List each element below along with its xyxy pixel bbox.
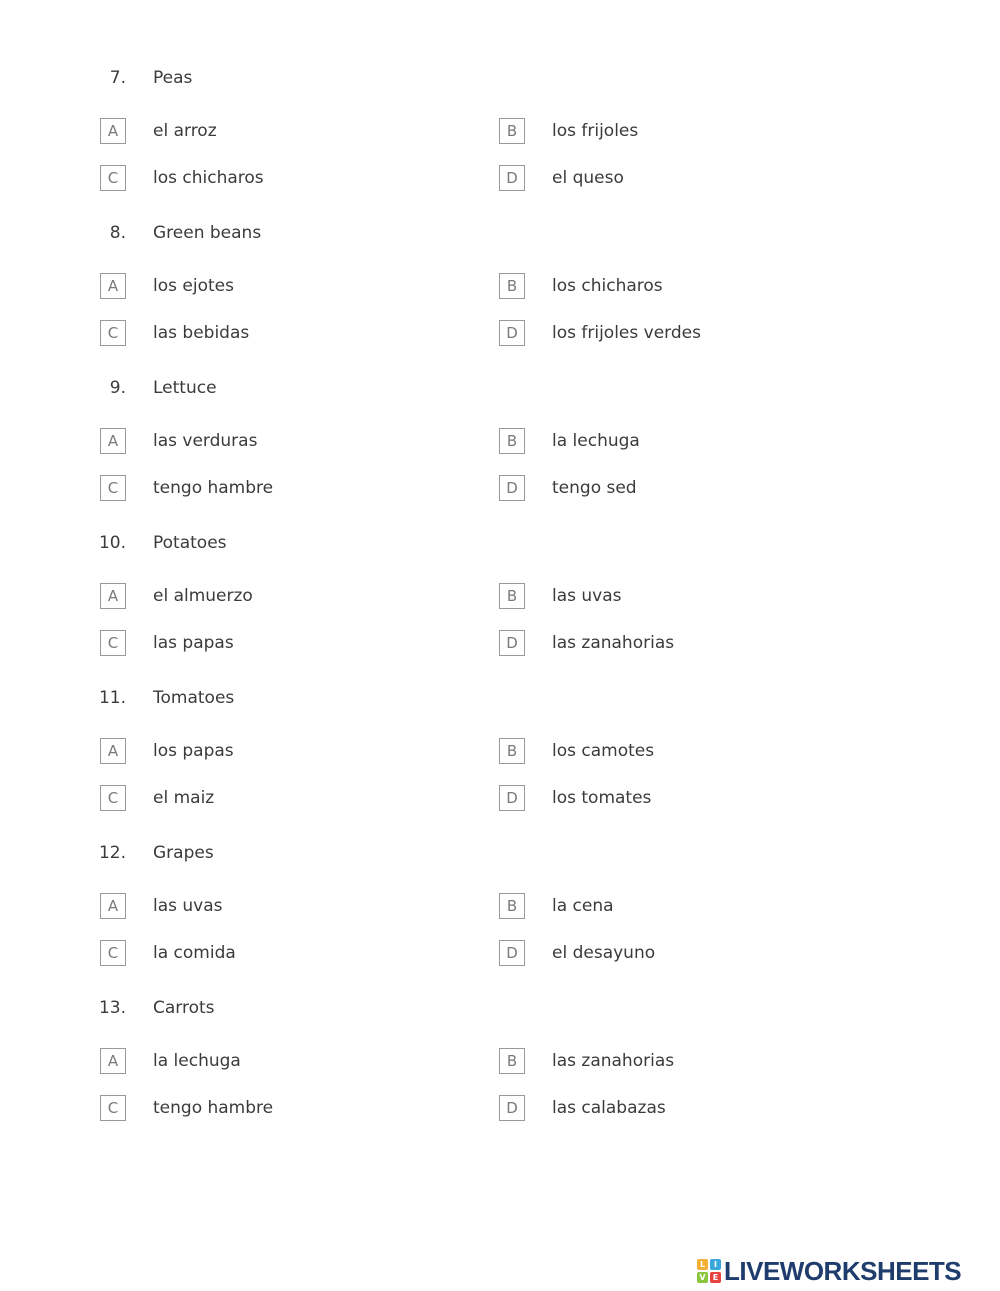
answer-option-d[interactable] xyxy=(499,785,879,813)
question-7 xyxy=(0,68,1000,228)
answer-option-d[interactable] xyxy=(499,630,879,658)
answer-option-b[interactable] xyxy=(499,583,879,611)
answer-option-c[interactable] xyxy=(100,165,480,193)
option-letter-box[interactable]: C xyxy=(100,630,126,656)
option-text: las calabazas xyxy=(552,1098,666,1118)
option-text: la cena xyxy=(552,896,614,916)
option-text: el maiz xyxy=(153,788,215,808)
question-13 xyxy=(0,998,1000,1158)
answer-option-a[interactable] xyxy=(100,583,480,611)
answer-option-a[interactable] xyxy=(100,1048,480,1076)
question-number: 7. xyxy=(109,68,126,88)
option-text: tengo hambre xyxy=(153,478,274,498)
answer-option-a[interactable] xyxy=(100,738,480,766)
option-text: las papas xyxy=(153,633,234,653)
option-letter-box[interactable]: B xyxy=(499,118,525,144)
question-prompt: Potatoes xyxy=(153,533,227,553)
option-text: las zanahorias xyxy=(552,633,675,653)
option-text: los tomates xyxy=(552,788,652,808)
option-text: los papas xyxy=(153,741,234,761)
option-letter-box[interactable]: D xyxy=(499,630,525,656)
question-number: 10. xyxy=(98,533,126,553)
option-letter-box[interactable]: B xyxy=(499,273,525,299)
option-text: la comida xyxy=(153,943,236,963)
answer-option-d[interactable] xyxy=(499,320,879,348)
option-letter-box[interactable]: B xyxy=(499,1048,525,1074)
option-text: las bebidas xyxy=(153,323,250,343)
option-letter-box[interactable]: A xyxy=(100,273,126,299)
question-11 xyxy=(0,688,1000,848)
option-letter-box[interactable]: A xyxy=(100,428,126,454)
liveworksheets-logo[interactable] xyxy=(697,1257,995,1285)
liveworksheets-logo-icon: L I V E xyxy=(697,1259,721,1283)
option-text: los chicharos xyxy=(153,168,264,188)
answer-option-b[interactable] xyxy=(499,273,879,301)
option-text: las verduras xyxy=(153,431,258,451)
question-number: 12. xyxy=(98,843,126,863)
question-number: 9. xyxy=(109,378,126,398)
option-text: los ejotes xyxy=(153,276,234,296)
answer-option-c[interactable] xyxy=(100,1095,480,1123)
option-letter-box[interactable]: A xyxy=(100,583,126,609)
option-letter-box[interactable]: A xyxy=(100,893,126,919)
option-letter-box[interactable]: A xyxy=(100,118,126,144)
answer-option-a[interactable] xyxy=(100,428,480,456)
question-10 xyxy=(0,533,1000,693)
option-letter-box[interactable]: D xyxy=(499,1095,525,1121)
option-letter-box[interactable]: D xyxy=(499,940,525,966)
answer-option-a[interactable] xyxy=(100,118,480,146)
option-text: el desayuno xyxy=(552,943,656,963)
option-letter-box[interactable]: D xyxy=(499,785,525,811)
question-prompt: Carrots xyxy=(153,998,215,1018)
answer-option-c[interactable] xyxy=(100,940,480,968)
option-text: el queso xyxy=(552,168,624,188)
answer-option-d[interactable] xyxy=(499,475,879,503)
question-number: 8. xyxy=(109,223,126,243)
option-text: las uvas xyxy=(552,586,622,606)
question-number: 11. xyxy=(98,688,126,708)
option-text: los camotes xyxy=(552,741,655,761)
answer-option-c[interactable] xyxy=(100,475,480,503)
answer-option-b[interactable] xyxy=(499,893,879,921)
question-prompt: Peas xyxy=(153,68,193,88)
option-letter-box[interactable]: B xyxy=(499,738,525,764)
liveworksheets-logo-text: LIVEWORKSHEETS xyxy=(724,1256,962,1286)
answer-option-d[interactable] xyxy=(499,165,879,193)
option-text: el arroz xyxy=(153,121,217,141)
question-8 xyxy=(0,223,1000,383)
option-text: la lechuga xyxy=(552,431,640,451)
option-letter-box[interactable]: C xyxy=(100,475,126,501)
question-prompt: Tomatoes xyxy=(153,688,235,708)
answer-option-b[interactable] xyxy=(499,738,879,766)
option-text: las uvas xyxy=(153,896,223,916)
option-letter-box[interactable]: B xyxy=(499,583,525,609)
option-letter-box[interactable]: B xyxy=(499,893,525,919)
question-prompt: Green beans xyxy=(153,223,262,243)
answer-option-b[interactable] xyxy=(499,118,879,146)
option-letter-box[interactable]: A xyxy=(100,1048,126,1074)
option-text: los frijoles xyxy=(552,121,639,141)
option-letter-box[interactable]: D xyxy=(499,475,525,501)
option-letter-box[interactable]: C xyxy=(100,165,126,191)
option-letter-box[interactable]: C xyxy=(100,320,126,346)
option-text: el almuerzo xyxy=(153,586,253,606)
option-text: las zanahorias xyxy=(552,1051,675,1071)
answer-option-d[interactable] xyxy=(499,1095,879,1123)
answer-option-b[interactable] xyxy=(499,1048,879,1076)
option-letter-box[interactable]: C xyxy=(100,785,126,811)
answer-option-a[interactable] xyxy=(100,893,480,921)
question-prompt: Grapes xyxy=(153,843,214,863)
option-letter-box[interactable]: B xyxy=(499,428,525,454)
option-text: la lechuga xyxy=(153,1051,241,1071)
answer-option-a[interactable] xyxy=(100,273,480,301)
option-text: tengo sed xyxy=(552,478,637,498)
answer-option-d[interactable] xyxy=(499,940,879,968)
question-12 xyxy=(0,843,1000,1003)
option-letter-box[interactable]: C xyxy=(100,1095,126,1121)
option-text: los chicharos xyxy=(552,276,663,296)
question-prompt: Lettuce xyxy=(153,378,217,398)
option-letter-box[interactable]: D xyxy=(499,320,525,346)
answer-option-c[interactable] xyxy=(100,785,480,813)
answer-option-b[interactable] xyxy=(499,428,879,456)
option-text: los frijoles verdes xyxy=(552,323,701,343)
option-letter-box[interactable]: C xyxy=(100,940,126,966)
option-letter-box[interactable]: D xyxy=(499,165,525,191)
question-number: 13. xyxy=(98,998,126,1018)
option-text: tengo hambre xyxy=(153,1098,274,1118)
answer-option-c[interactable] xyxy=(100,630,480,658)
answer-option-c[interactable] xyxy=(100,320,480,348)
question-9 xyxy=(0,378,1000,538)
option-letter-box[interactable]: A xyxy=(100,738,126,764)
